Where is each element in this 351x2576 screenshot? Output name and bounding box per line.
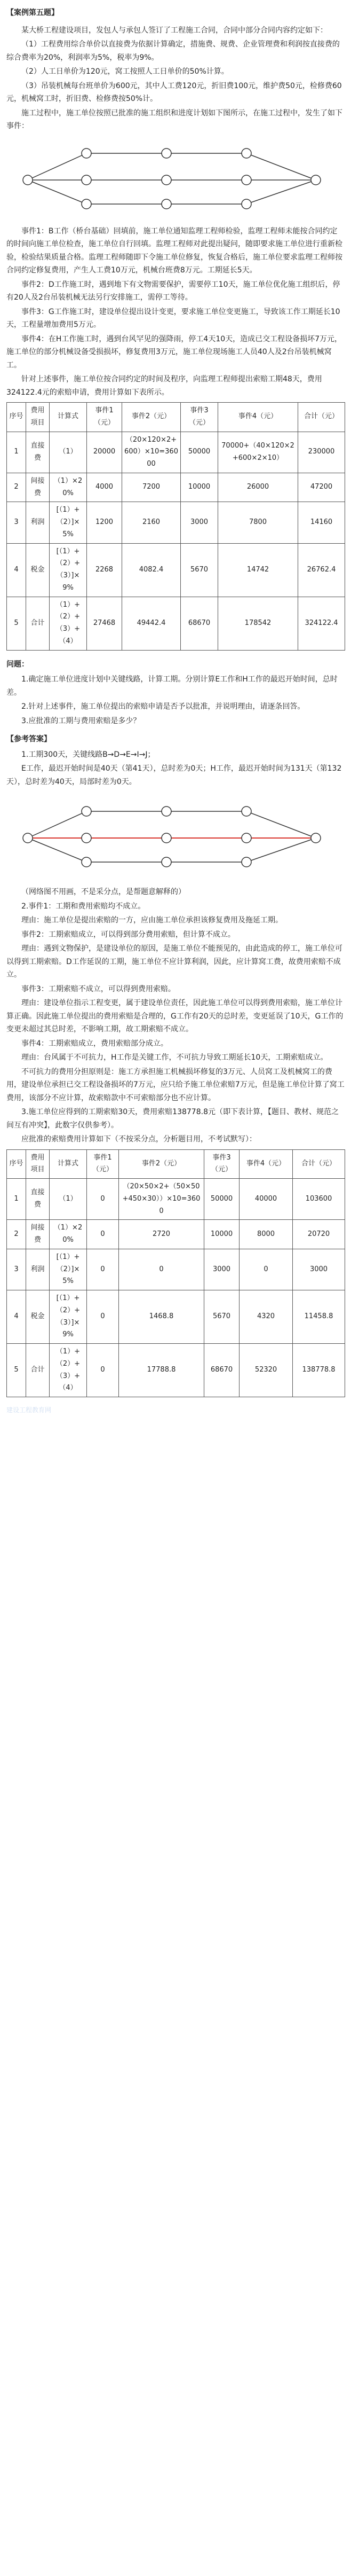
table-cell: 1 bbox=[7, 432, 26, 473]
table-header-row bbox=[7, 403, 345, 432]
answer-paragraph: 事件3：工期索赔不成立，可以得到费用索赔。 bbox=[21, 984, 176, 993]
table-cell: 3000 bbox=[181, 502, 218, 543]
diagram-note: （网络图不用画，不是采分点，是帮题意解释的） bbox=[21, 888, 186, 896]
table-cell: 20000 bbox=[87, 432, 122, 473]
intro-paragraph: （1）工程费用综合单价以直接费为依据计算确定，措施费、规费、企业管理费和利润按直接费的综合费率为20%，利润率为5%，税率为9%。 bbox=[6, 40, 340, 62]
network-diagram-svg bbox=[6, 137, 345, 217]
table-cell: 20720 bbox=[293, 1220, 345, 1249]
table-cell: 3 bbox=[7, 502, 26, 543]
table-header-cell: 事件3（元） bbox=[204, 1149, 240, 1179]
event-paragraph: 事件2：D工作施工时，遇到地下有文物需要保护，需要停工10天，施工单位优化施工组织后，停有20人及2台吊装机械无法另行安排施工，需停工等待。 bbox=[6, 280, 340, 302]
table-header-cell: 计算式 bbox=[50, 403, 87, 432]
event-paragraph: 事件4：在H工作施工时，遇到台风罕见的强降雨，停工4天10天，造成已交工程设备损坏7万元，施工单位的部分机械设备受损损坏，修复费用3万元，施工单位现场施工人员40人及2台吊装机械窝工。 bbox=[6, 334, 342, 370]
table-header-cell: 费用项目 bbox=[26, 1149, 50, 1179]
questions-title: 问题： bbox=[6, 660, 29, 669]
table-cell: 3000 bbox=[204, 1249, 240, 1290]
table-cell: 47200 bbox=[298, 473, 345, 502]
table-cell: 0 bbox=[87, 1344, 119, 1397]
table-row bbox=[7, 432, 345, 473]
table-header-cell: 序号 bbox=[7, 403, 26, 432]
table-cell: 5 bbox=[7, 1344, 26, 1397]
table-cell: 70000+（40×120×2+600×2×10） bbox=[218, 432, 298, 473]
claim-intro: 针对上述事件，施工单位按合同约定的时间及程序，向监理工程师提出索赔工期48天，费用324122.4元的索赔申请，费用计算如下表所示。 bbox=[6, 375, 322, 397]
table-cell: 8000 bbox=[240, 1220, 293, 1249]
table-header-cell: 事件2（元） bbox=[119, 1149, 204, 1179]
table-cell: 5 bbox=[7, 597, 26, 650]
answer-paragraph: 2.事件1：工期和费用索赔均不成立。 bbox=[21, 902, 146, 911]
table-row bbox=[7, 1179, 345, 1220]
table-cell: [（1）+（2）]×5% bbox=[50, 1249, 87, 1290]
table-cell: 14742 bbox=[218, 543, 298, 597]
intro-paragraph: 施工过程中，施工单位按照已批准的施工组织和进度计划如下图所示，在施工过程中，发生了如下事件： bbox=[6, 108, 342, 130]
table-cell: （1）+（2）+（3）+（4） bbox=[50, 597, 87, 650]
table-row bbox=[7, 1344, 345, 1397]
table-row bbox=[7, 1220, 345, 1249]
table-cell: 10000 bbox=[204, 1220, 240, 1249]
table-cell: 52320 bbox=[240, 1344, 293, 1397]
table-cell: 40000 bbox=[240, 1179, 293, 1220]
table-cell: 1200 bbox=[87, 502, 122, 543]
table-header-row bbox=[7, 1149, 345, 1179]
answer-paragraph: 3.施工单位应得到的工期索赔30天，费用索赔138778.8元（即下表计算，【题目、教材、规范之间互有冲突】，此数字仅供参考）。 bbox=[6, 1108, 339, 1130]
table-cell: 直接费 bbox=[26, 432, 50, 473]
table-cell: （1） bbox=[50, 1179, 87, 1220]
critical-path-diagram bbox=[6, 793, 345, 878]
table-cell: 0 bbox=[240, 1249, 293, 1290]
table-cell: 138778.8 bbox=[293, 1344, 345, 1397]
table-cell: 4 bbox=[7, 1290, 26, 1344]
table-cell: 合计 bbox=[26, 1344, 50, 1397]
answer-title: 【参考答案】 bbox=[6, 735, 51, 743]
table-cell: 0 bbox=[119, 1249, 204, 1290]
table-header-cell: 事件4（元） bbox=[240, 1149, 293, 1179]
claim-cost-table bbox=[6, 402, 345, 651]
answer-paragraph: 理由：施工单位是提出索赔的一方，应由施工单位承担该修复费用及拖延工期。 bbox=[21, 916, 283, 925]
table-cell: 5670 bbox=[181, 543, 218, 597]
table-cell: [（1）+（2）+（3）]×9% bbox=[50, 1290, 87, 1344]
table-header-cell: 序号 bbox=[7, 1149, 26, 1179]
table-row bbox=[7, 1249, 345, 1290]
table-header-cell: 计算式 bbox=[50, 1149, 87, 1179]
critical-path-diagram-svg bbox=[6, 793, 345, 878]
intro-paragraph: （3）吊装机械每台班单价为600元，其中人工费120元，折旧费100元，维护费50元，检修费60元，机械窝工时，折旧费、检修费按50%计。 bbox=[6, 81, 342, 103]
table-cell: （1） bbox=[50, 432, 87, 473]
table-cell: 324122.4 bbox=[298, 597, 345, 650]
event-paragraph: 事件3：G工作施工时，建设单位提出设计变更，要求施工单位变更施工，导致该工作工期延长10天，工程量增加费用5万元。 bbox=[6, 307, 340, 329]
table-cell: 利润 bbox=[26, 502, 50, 543]
table-header-cell: 事件3（元） bbox=[181, 403, 218, 432]
table-cell: [（1）+（2）+（3）]×9% bbox=[50, 543, 87, 597]
table-cell: 50000 bbox=[181, 432, 218, 473]
answer-paragraph: 事件2：工期索赔成立，可以得到部分费用索赔，但计算不成立。 bbox=[21, 930, 235, 939]
table-cell: 2268 bbox=[87, 543, 122, 597]
case-title: 【案例第五题】 bbox=[6, 9, 59, 17]
intro-paragraph: （2）人工日单价为120元，窝工按照人工日单价的50%计算。 bbox=[21, 67, 229, 76]
table-cell: 税金 bbox=[26, 543, 50, 597]
questions-section bbox=[6, 658, 345, 728]
table-header-cell: 费用项目 bbox=[26, 403, 50, 432]
answer-paragraph: 1.工期300天，关键线路B→D→E→I→J； bbox=[21, 750, 155, 759]
table-cell: 2 bbox=[7, 473, 26, 502]
answer-paragraph: 理由：遇到文物保护，是建设单位的原因，是施工单位不能预见的，由此造成的停工，施工单位可以得到工期索赔。D工作延误的工期，施工单位不应计算利润，因此，应计算窝工费，故费用索赔不成立。 bbox=[6, 944, 342, 979]
table-header-cell: 事件1（元） bbox=[87, 403, 122, 432]
table-cell: 27468 bbox=[87, 597, 122, 650]
table-cell: 26762.4 bbox=[298, 543, 345, 597]
table-cell: 3000 bbox=[293, 1249, 345, 1290]
intro-section bbox=[6, 24, 345, 133]
table-cell: 4320 bbox=[240, 1290, 293, 1344]
answer-paragraph: E工作，最迟开始时间是40天（第41天），总时差为0天；H工作，最迟开始时间为131天（第132天），总时差为40天，局部时差为0天。 bbox=[6, 764, 342, 786]
table-header-cell: 合计（元） bbox=[293, 1149, 345, 1179]
table-cell: 4082.4 bbox=[122, 543, 181, 597]
table-cell: 4 bbox=[7, 543, 26, 597]
table-cell: 税金 bbox=[26, 1290, 50, 1344]
table-cell: 1468.8 bbox=[119, 1290, 204, 1344]
table-cell: 7800 bbox=[218, 502, 298, 543]
table-cell: 49442.4 bbox=[122, 597, 181, 650]
table-cell: 0 bbox=[87, 1220, 119, 1249]
table-cell: 直接费 bbox=[26, 1179, 50, 1220]
answer-section-2 bbox=[6, 886, 345, 1146]
intro-paragraph: 某大桥工程建设项目，发包人与承包人签订了工程施工合同，合同中部分合同内容约定如下： bbox=[21, 26, 328, 35]
table-header-cell: 事件2（元） bbox=[122, 403, 181, 432]
question-item: 2.针对上述事件，施工单位提出的索赔申请是否予以批准，并说明理由，请逐条回答。 bbox=[21, 702, 305, 711]
network-diagram bbox=[6, 137, 345, 217]
table-row bbox=[7, 473, 345, 502]
table-cell: 7200 bbox=[122, 473, 181, 502]
table-cell: 0 bbox=[87, 1290, 119, 1344]
table-row bbox=[7, 543, 345, 597]
table-cell: 合计 bbox=[26, 597, 50, 650]
table-cell: 2160 bbox=[122, 502, 181, 543]
table-cell: （1）+（2）+（3）+（4） bbox=[50, 1344, 87, 1397]
table-cell: [（1）+（2）]×5% bbox=[50, 502, 87, 543]
table-row bbox=[7, 502, 345, 543]
table-cell: 230000 bbox=[298, 432, 345, 473]
answer-paragraph: 不可抗力的费用分担原则是：施工方承担施工机械损坏修复的3万元、人员窝工及机械窝工的费用，建设单位承担已交工程设备损坏的7万元，应只给予施工单位索赔7万元，但是施工单位计算了窝工费用，该部分不应计算，故索赔款中不可索赔部分也不应计算。 bbox=[6, 1067, 345, 1102]
events-section bbox=[6, 225, 345, 400]
table-row bbox=[7, 597, 345, 650]
question-item: 1.确定施工单位进度计划中关键线路，计算工期。分别计算E工作和H工作的最迟开始时间，总时差。 bbox=[6, 675, 338, 697]
table-cell: （1）×20% bbox=[50, 1220, 87, 1249]
table-cell: 17788.8 bbox=[119, 1344, 204, 1397]
table-cell: 0 bbox=[87, 1179, 119, 1220]
answer-paragraph: 事件4：工期索赔成立，费用索赔部分成立。 bbox=[21, 1039, 168, 1048]
event-paragraph: 事件1：B工作（桥台基础）回填前，施工单位通知监理工程师检验，监理工程师未能按合同约定的时间向施工单位检查，施工单位自行回填。监理工程师对此提出疑问，随即要求施工单位进行重新检验，检验结果质量合格。监理工程师随即下令施工单位修复，恢复合格后，施工单位要求监理工程师按合同约定修复费用，产生人工费10万元，机械台班费8万元。工期延长5天。 bbox=[6, 226, 342, 275]
table-header-cell: 事件4（元） bbox=[218, 403, 298, 432]
table-cell: 68670 bbox=[181, 597, 218, 650]
table-header-cell: 事件1（元） bbox=[87, 1149, 119, 1179]
answer-paragraph: 理由：建设单位指示工程变更，属于建设单位责任，因此施工单位可以得到费用索赔，施工单位计算正确。因此施工单位提出的费用索赔是合理的，G工作有20天的总时差，变更延误了10天，G工作的变更未超过其总时差，不影响工期，故工期索赔不成立。 bbox=[6, 999, 344, 1033]
table-cell: 间接费 bbox=[26, 1220, 50, 1249]
table-header-cell: 合计（元） bbox=[298, 403, 345, 432]
table-cell: （20×50×2+（50×50+450×30））×10=3600 bbox=[119, 1179, 204, 1220]
table-cell: 26000 bbox=[218, 473, 298, 502]
watermark: 建设工程教育网 bbox=[6, 1406, 52, 1414]
table-cell: 3 bbox=[7, 1249, 26, 1290]
table-cell: 11458.8 bbox=[293, 1290, 345, 1344]
table-cell: （20×120×2+600）×10=36000 bbox=[122, 432, 181, 473]
table-cell: 0 bbox=[87, 1249, 119, 1290]
table-cell: 50000 bbox=[204, 1179, 240, 1220]
table-cell: 4000 bbox=[87, 473, 122, 502]
table-cell: 5670 bbox=[204, 1290, 240, 1344]
table-cell: 2 bbox=[7, 1220, 26, 1249]
table-cell: 1 bbox=[7, 1179, 26, 1220]
answer-section bbox=[6, 733, 345, 788]
table-cell: 2720 bbox=[119, 1220, 204, 1249]
table-cell: 178542 bbox=[218, 597, 298, 650]
table-cell: 10000 bbox=[181, 473, 218, 502]
table-cell: 间接费 bbox=[26, 473, 50, 502]
approved-cost-table bbox=[6, 1149, 345, 1398]
answer-paragraph: 理由：台风属于不可抗力，H工作是关键工作，不可抗力导致工期延长10天，工期索赔成立。 bbox=[21, 1053, 328, 1062]
table-cell: （1）×20% bbox=[50, 473, 87, 502]
table-row bbox=[7, 1290, 345, 1344]
table-cell: 103600 bbox=[293, 1179, 345, 1220]
table-cell: 14160 bbox=[298, 502, 345, 543]
table-cell: 68670 bbox=[204, 1344, 240, 1397]
question-item: 3.应批准的工期与费用索赔是多少？ bbox=[21, 716, 141, 725]
table-cell: 利润 bbox=[26, 1249, 50, 1290]
table2-intro: 应批准的索赔费用计算如下（不按采分点，分析题目用，不考试默写）： bbox=[21, 1135, 257, 1144]
